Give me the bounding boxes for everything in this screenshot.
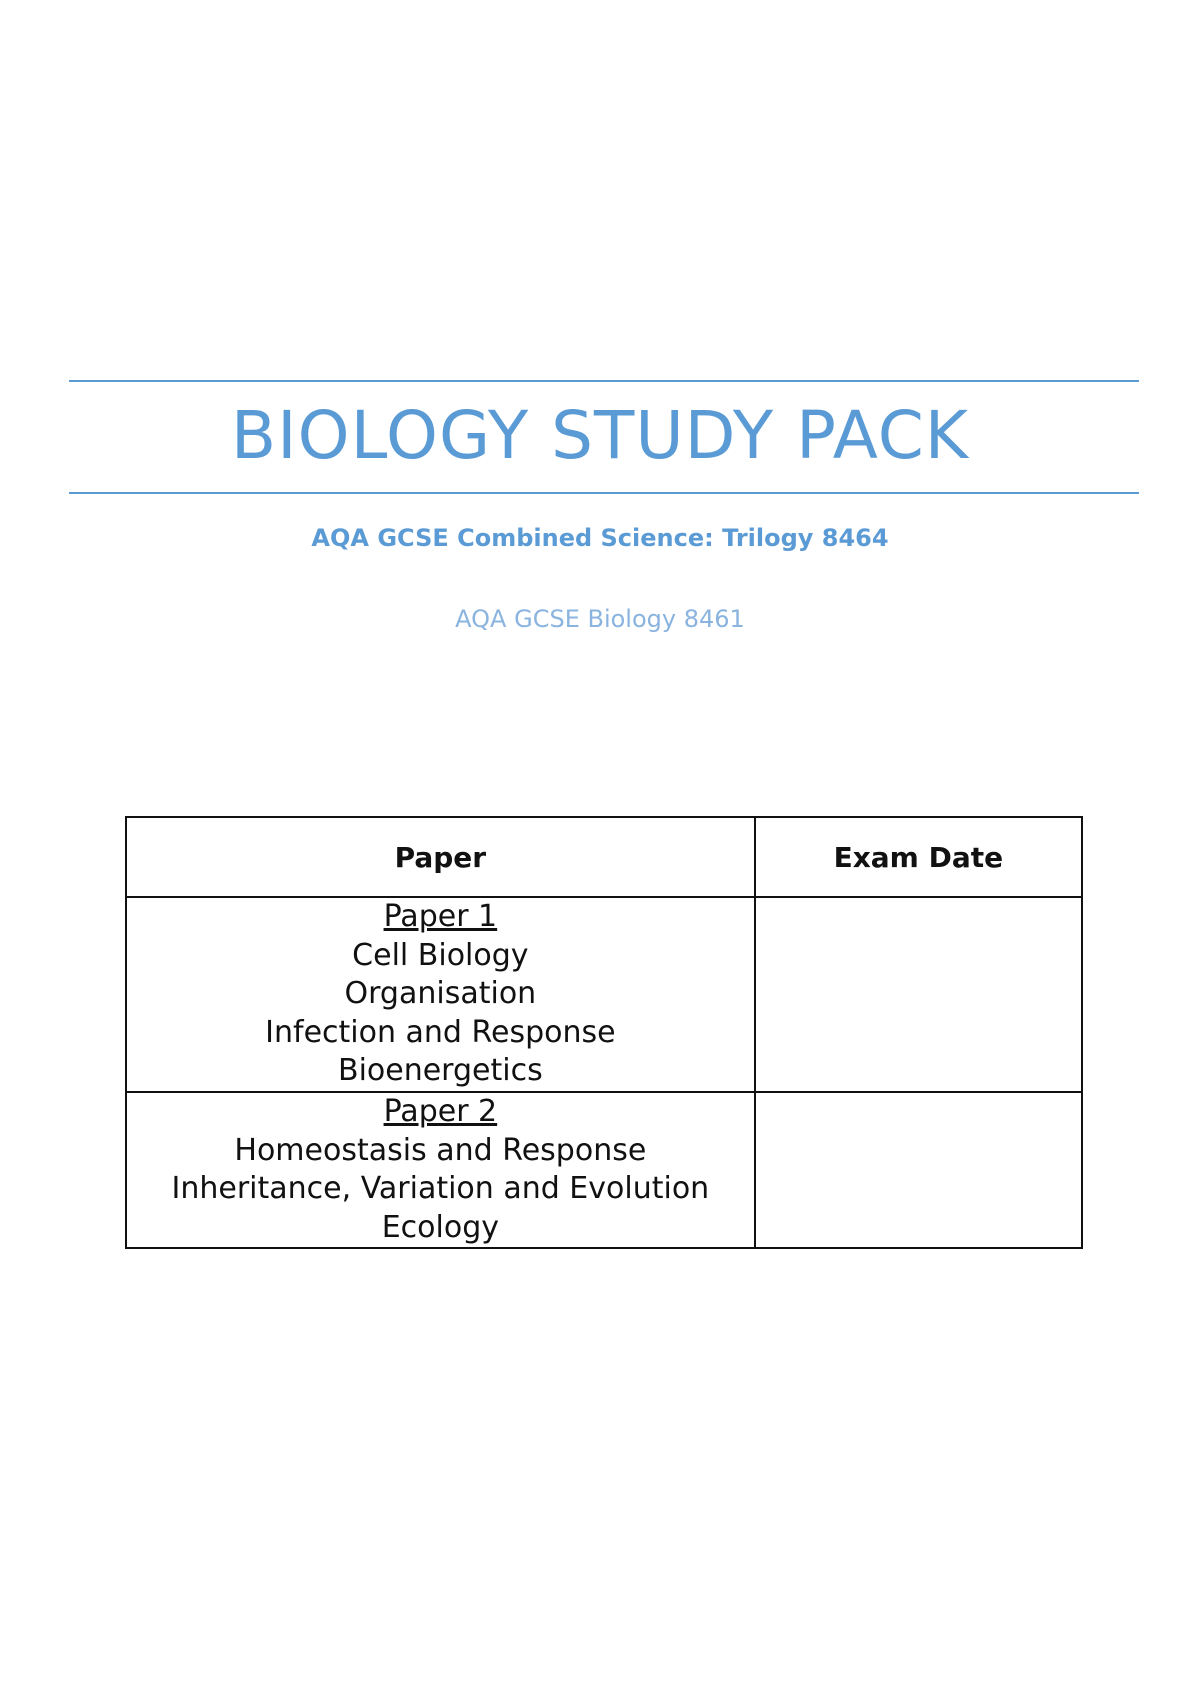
exam-table [125,816,1083,1249]
table-row [126,1092,1082,1248]
topic-item: Infection and Response [265,1014,616,1050]
paper-cell [126,1092,755,1248]
table-row [126,897,1082,1092]
topic-item: Organisation [344,976,537,1011]
table-header-row [126,817,1082,897]
column-header-paper: Paper [126,817,755,897]
topic-item: Bioenergetics [337,1053,543,1088]
paper-name: Paper 1 [383,899,498,934]
page-title: BIOLOGY STUDY PACK [230,397,970,474]
topic-item: Homeostasis and Response [234,1132,647,1168]
paper-name: Paper 2 [383,1094,498,1129]
title-bottom-rule [69,492,1139,494]
exam-date-cell[interactable] [755,897,1082,1092]
column-header-exam-date: Exam Date [755,817,1082,897]
paper-cell [126,897,755,1092]
exam-date-cell[interactable] [755,1092,1082,1248]
topic-item: Inheritance, Variation and Evolution [171,1171,710,1206]
topic-item: Cell Biology [352,937,529,973]
course-subtitle-secondary: AQA GCSE Biology 8461 [455,605,745,633]
course-subtitle: AQA GCSE Combined Science: Trilogy 8464 [311,524,889,552]
topic-item: Ecology [381,1209,499,1245]
title-top-rule [69,380,1139,382]
